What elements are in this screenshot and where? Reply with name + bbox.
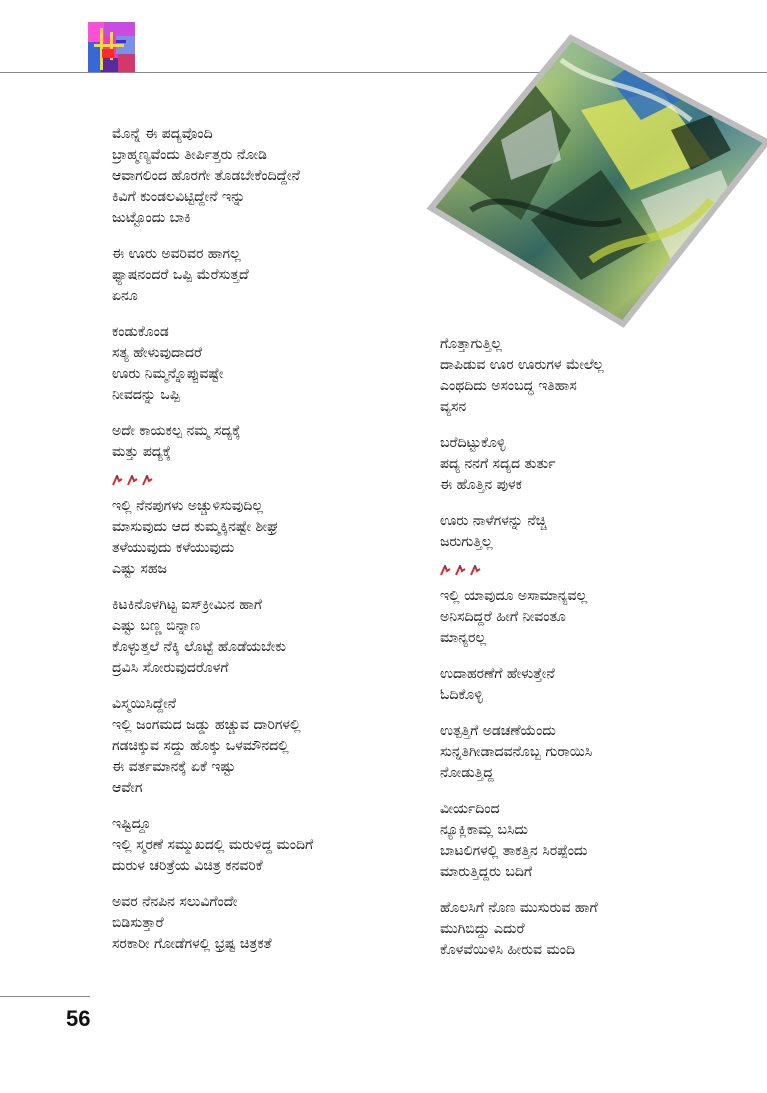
poem-line: ಉತ್ಪತ್ತಿಗೆ ಅಡಚಣೆಯೆಂದು bbox=[440, 723, 556, 739]
poem-line: ದುರುಳ ಚರಿತ್ರೆಯ ವಿಚಿತ್ರ ಕನವರಿಕೆ bbox=[112, 858, 263, 874]
poem-line: ಬಾಟಲಿಗಳಲ್ಲಿ ತಾಕತ್ತಿನ ಸಿರಪ್ಪೆಂದು bbox=[440, 843, 588, 859]
stanza bbox=[440, 511, 760, 553]
poem-line: ಕಂಡುಕೊಂಡ bbox=[112, 324, 169, 340]
stanza bbox=[112, 421, 432, 463]
poem-line: ಇಷ್ಟಿದ್ದೂ bbox=[112, 816, 151, 832]
stanza bbox=[440, 586, 760, 649]
ornament-figure-icon bbox=[142, 472, 153, 483]
poem-line: ತಳೆಯುವುದು ಕಳೆಯುವುದು bbox=[112, 540, 235, 556]
stanza bbox=[112, 124, 432, 229]
poem-line: ವ್ಯಸನ bbox=[440, 399, 467, 415]
poem-line: ಗೊತ್ತಾಗುತ್ತಿಲ್ಲ bbox=[440, 336, 502, 352]
stanza bbox=[440, 721, 760, 784]
poem-line: ಇಲ್ಲಿ ಯಾವುದೂ ಅಸಾಮಾನ್ಯವಲ್ಲ bbox=[440, 588, 588, 604]
poem-line: ಮಾಸುವುದು ಆದ ಕುಮ್ಮಕ್ಕಿನಷ್ಟೇ ಶೀಘ್ರ bbox=[112, 519, 279, 535]
stanza bbox=[440, 433, 760, 496]
ornament-figure-icon bbox=[470, 562, 481, 573]
poem-line: ಕಿವಿಗೆ ಕುಂಡಲವಿಟ್ಟಿದ್ದೇನೆ ಇನ್ನು bbox=[112, 189, 246, 205]
poem-line: ಅವರ ನೆನಪಿನ ಸಲುವಿಗೆಂದೇ bbox=[112, 894, 238, 910]
stanza bbox=[112, 244, 432, 307]
poem-line: ಪದ್ಯ ನನಗೆ ಸದ್ಯದ ತುರ್ತು bbox=[440, 456, 556, 472]
poem-line: ದ್ರವಿಸಿ ಸೋರುವುದರೊಳಗೆ bbox=[112, 660, 229, 676]
stanza bbox=[112, 496, 432, 580]
poem-line: ಆವಾಗಲಿಂದ ಹೊರಗೇ ತೊಡಬೇಕೆಂದಿದ್ದೇನೆ bbox=[112, 168, 300, 184]
page-number: 56 bbox=[66, 1006, 91, 1031]
poem-line: ಊರು ನಿಮ್ಮನ್ನೊಪ್ಪುವಷ್ಟೇ bbox=[112, 366, 224, 382]
poem-line: ಸುನ್ನತಿಗೀಡಾದವನೊಬ್ಬ ಗುರಾಯಿಸಿ bbox=[440, 744, 593, 760]
poem-line: ಮಾರುತ್ತಿದ್ದರು ಬದಿಗೆ bbox=[440, 864, 533, 880]
poem-line: ಮುಗಿಬಿದ್ದು ಎದುರೆ bbox=[440, 921, 525, 937]
poem-line: ಫ್ಯಾಷನಂದರೆ ಒಪ್ಪಿ ಮೆರೆಸುತ್ತದೆ bbox=[112, 267, 249, 283]
stanza bbox=[112, 814, 432, 877]
poem-line: ಏನೂ bbox=[112, 288, 138, 304]
stanza bbox=[112, 322, 432, 406]
poem-line: ಮತ್ತು ಪದ್ಯಕ್ಕೆ bbox=[112, 444, 171, 460]
stanza bbox=[440, 334, 760, 418]
poem-line: ಇಲ್ಲಿ ಜಂಗಮದ ಜಡ್ಡು ಹಚ್ಚುವ ದಾರಿಗಳಲ್ಲಿ bbox=[112, 717, 301, 733]
ornament-figure-icon bbox=[127, 472, 138, 483]
poem-line: ಕಿಟಕಿನೊಳಗಿಟ್ಟ ಐಸ್‌ಕ್ರೀಮಿನ ಹಾಗೆ bbox=[112, 597, 262, 613]
poem-line: ಜರುಗುತ್ತಿಲ್ಲ bbox=[440, 534, 493, 550]
poem-line: ಮೊನ್ನೆ ಈ ಪದ್ಯವೊಂದಿ bbox=[112, 126, 213, 142]
poem-line: ಸರಕಾರೀ ಗೋಡೆಗಳಲ್ಲಿ ಭ್ರಷ್ಟ ಚಿತ್ರಕತೆ bbox=[112, 936, 272, 952]
poem-line: ಬ್ರಾಹ್ಮಣ್ಯವೆಂದು ತೀರ್ಪಿತ್ತರು ನೋಡಿ bbox=[112, 147, 268, 163]
poem-line: ವೀರ್ಯದಿಂದ bbox=[440, 801, 500, 817]
ornament-figure-icon bbox=[455, 562, 466, 573]
stanza-divider-ornament bbox=[112, 472, 432, 486]
poem-line: ಹೊಲಸಿಗೆ ನೊಣ ಮುಸುರುವ ಹಾಗೆ bbox=[440, 900, 598, 916]
poem-line: ಎಷ್ಟು ಸಹಜ bbox=[112, 561, 167, 577]
stanza-divider-ornament bbox=[440, 562, 760, 576]
poem-line: ಅದೇ ಕಾಯಕಲ್ಪ ನಮ್ಮ ಸದ್ಯಕ್ಕೆ bbox=[112, 423, 241, 439]
footer-rule bbox=[0, 996, 90, 997]
poem-line: ನ್ಯೂಕ್ಲಿಕಾಮ್ಲ ಬಸಿದು bbox=[440, 822, 528, 838]
poem-line: ನೀವದನ್ನು ಒಪ್ಪಿ bbox=[112, 387, 180, 403]
stanza bbox=[112, 595, 432, 679]
poem-line: ಬಿಡಿಸುತ್ತಾರೆ bbox=[112, 915, 164, 931]
poem-line: ಕೊಳವೆಯಿಳಿಸಿ ಹೀರುವ ಮಂದಿ bbox=[440, 942, 575, 958]
ornament-figure-icon bbox=[112, 472, 123, 483]
poem-line: ಗಡಚಿಕ್ಕುವ ಸದ್ದು ಹೊಕ್ಕು ಒಳಮೌನದಲ್ಲಿ bbox=[112, 738, 289, 754]
magazine-logo-icon bbox=[88, 22, 135, 72]
stanza bbox=[440, 664, 760, 706]
poem-line: ಈ ಊರು ಅವರಿವರ ಹಾಗಲ್ಲ bbox=[112, 246, 241, 262]
poem-line: ಇಲ್ಲಿ ಸ್ಮರಣೆ ಸಮ್ಮುಖದಲ್ಲಿ ಮರುಳಿದ್ದ ಮಂದಿಗೆ bbox=[112, 837, 314, 853]
poem-line: ಓದಿಕೊಳ್ಳಿ bbox=[440, 687, 483, 703]
poem-line: ಈ ಹೊತ್ತಿನ ಪುಳಕ bbox=[440, 477, 522, 493]
poem-line: ಇಲ್ಲಿ ನೆನಪುಗಳು ಅಚ್ಚುಳಿಸುವುದಿಲ್ಲ bbox=[112, 498, 264, 514]
poem-line: ಎಷ್ಟು ಬಣ್ಣ ಬಿನ್ನಾಣ bbox=[112, 618, 201, 634]
poem-column-right bbox=[440, 334, 760, 976]
poem-line: ಬರೆದಿಟ್ಟುಕೊಳ್ಳಿ bbox=[440, 435, 506, 451]
poem-line: ಸತ್ಯ ಹೇಳುವುದಾದರೆ bbox=[112, 345, 202, 361]
poem-line: ಈ ವರ್ತಮಾನಕ್ಕೆ ಏಕೆ ಇಷ್ಟು bbox=[112, 759, 236, 775]
ornament-figure-icon bbox=[440, 562, 451, 573]
poem-line: ವಿಸ್ಮಯಿಸಿದ್ದೇನೆ bbox=[112, 696, 177, 712]
poem-line: ಮಾನ್ಯರಲ್ಲ bbox=[440, 630, 487, 646]
stanza bbox=[440, 898, 760, 961]
poem-line: ಉದಾಹರಣೆಗೆ ಹೇಳುತ್ತೇನೆ bbox=[440, 666, 555, 682]
poem-column-left bbox=[112, 124, 432, 970]
poem-line: ಕೊಳ್ಳುತ್ತಲೆ ನೆಕ್ಕಿ ಲೊಟ್ಟೆ ಹೊಡೆಯಬೇಕು bbox=[112, 639, 286, 655]
poem-line: ಆವೇಗ bbox=[112, 780, 143, 796]
poem-line: ದಾಪಿಡುವ ಊರ ಊರುಗಳ ಮೇಲೆಲ್ಲ bbox=[440, 357, 604, 373]
poem-line: ಅನಿಸದಿದ್ದರೆ ಹೀಗೆ ನೀವಂತೂ bbox=[440, 609, 566, 625]
stanza bbox=[440, 799, 760, 883]
poem-line: ಎಂಥದಿದು ಅಸಂಬದ್ಧ ಇತಿಹಾಸ bbox=[440, 378, 577, 394]
abstract-painting-icon bbox=[411, 20, 767, 330]
stanza bbox=[112, 694, 432, 799]
poem-line: ಊರು ನಾಳೆಗಳನ್ನು ನೆಚ್ಚಿ bbox=[440, 513, 547, 529]
poem-line: ನೋಡುತ್ತಿದ್ದ bbox=[440, 765, 494, 781]
stanza bbox=[112, 892, 432, 955]
poem-line: ಜುಟ್ಟೊಂದು ಬಾಕಿ bbox=[112, 210, 191, 226]
